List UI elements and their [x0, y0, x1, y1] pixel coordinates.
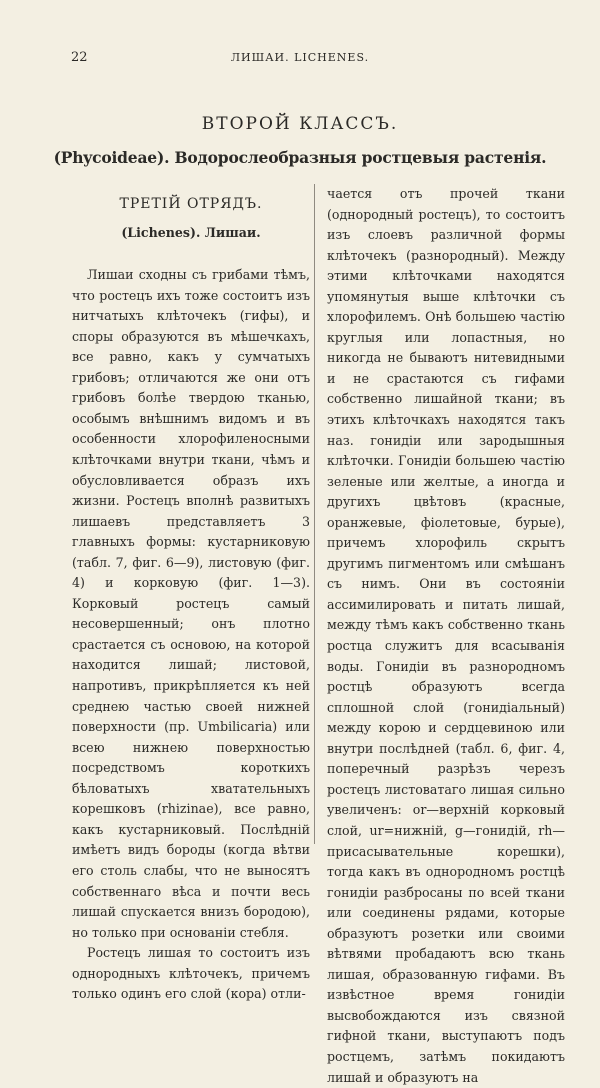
- paragraph: Ростецъ лишая то состоитъ изъ однородныхъ клѣточекъ, причемъ только одинъ его слой (кора) отли-: [72, 945, 310, 1002]
- order-title: ТРЕТІЙ ОТРЯДЪ.: [119, 196, 263, 212]
- class-title: ВТОРОЙ КЛАССЪ.: [201, 114, 399, 134]
- left-text: [72, 265, 310, 1005]
- paragraph: чается отъ прочей ткани (однородный ростецъ), то состоитъ изъ слоевъ различной формы клѣточекъ (разнородный). Между этими клѣточками находятся упомянутыя выше клѣточки съ хлорофилемъ. Онѣ большею частію круглыя или лопастныя, но никогда не бываютъ нитевидными и не срастаются съ гифами собственно лишайной ткани; въ этихъ клѣточкахъ находятся такъ наз. гонидіи или зародышныя клѣточки. Гонидіи большею частію зеленые или желтые, а иногда и другихъ цвѣтовъ (красные, оранжевые, фіолетовые, бурые), причемъ хлорофиль скрытъ другимъ пигментомъ или смѣшанъ съ нимъ. Они въ состояніи ассимилировать и питать лишай, между тѣмъ какъ собственно ткань ростца служитъ для всасыванія воды. Гонидіи въ разнородномъ ростцѣ образуютъ всегда сплошной слой (гонидіальный) между корою и сердцевиною или внутри послѣдней (табл. 6, фиг. 4, поперечный разрѣзъ черезъ ростецъ листоватаго лишая сильно увеличенъ: or—верхній корковый слой, ur=нижній, g—гонидій, rh—присасывательные корешки), тогда какъ въ однородномъ ростцѣ гонидіи разбросаны по всей ткани или соединены рядами, которые образуютъ розетки или своими вѣтвями пробадаютъ всю ткань лишая, образованную гифами. Въ извѣстное время гонидіи высвобождаются изъ связной гифной ткани, выступаютъ подъ ростцемъ, затѣмъ покидаютъ лишай и образуютъ на: [327, 186, 565, 1085]
- page-number: 22: [71, 50, 88, 65]
- class-subtitle: (Phycoideae). Водорослеобразныя ростцевыя растенія.: [53, 148, 547, 167]
- right-column: [327, 184, 565, 1088]
- paragraph: Лишаи сходны съ грибами тѣмъ, что ростецъ ихъ тоже состоитъ изъ нитчатыхъ клѣточекъ (гифы), и споры образуются въ мѣшечкахъ, все равно, какъ у сумчатыхъ грибовъ; отличаются же они отъ грибовъ болѣе твердою тканью, особымъ внѣшнимъ видомъ и въ особенности хлорофиленосными клѣточками внутри ткани, чѣмъ и обусловливается образъ ихъ жизни. Ростецъ вполнѣ развитыхъ лишаевъ представляетъ 3 главныхъ формы: кустарниковую (табл. 7, фиг. 6—9), листовую (фиг. 4) и корковую (фиг. 1—3). Корковый ростецъ самый несовершенный; онъ плотно срастается съ основою, на которой находится лишай; листовой, напротивъ, прикрѣпляется къ ней среднею частью своей нижней поверхности (пр. Umbilicaria) или всею нижнею поверхностью посредствомъ короткихъ бѣловатыхъ хватательныхъ корешковъ (rhizinae), все равно, какъ кустарниковый. Послѣдній имѣетъ видъ бороды (когда вѣтви его столь слабы, что не выносятъ собственнаго вѣса и почти весь лишай спускается внизъ бородою), но только при основаніи стебля.: [72, 267, 310, 940]
- order-subtitle: (Lichenes). Лишаи.: [121, 224, 261, 240]
- left-column: [72, 184, 310, 1005]
- page-header: [0, 50, 600, 66]
- column-divider: [314, 184, 315, 844]
- running-head: ЛИШАИ. LICHENES.: [230, 51, 370, 64]
- right-text: [327, 184, 565, 1088]
